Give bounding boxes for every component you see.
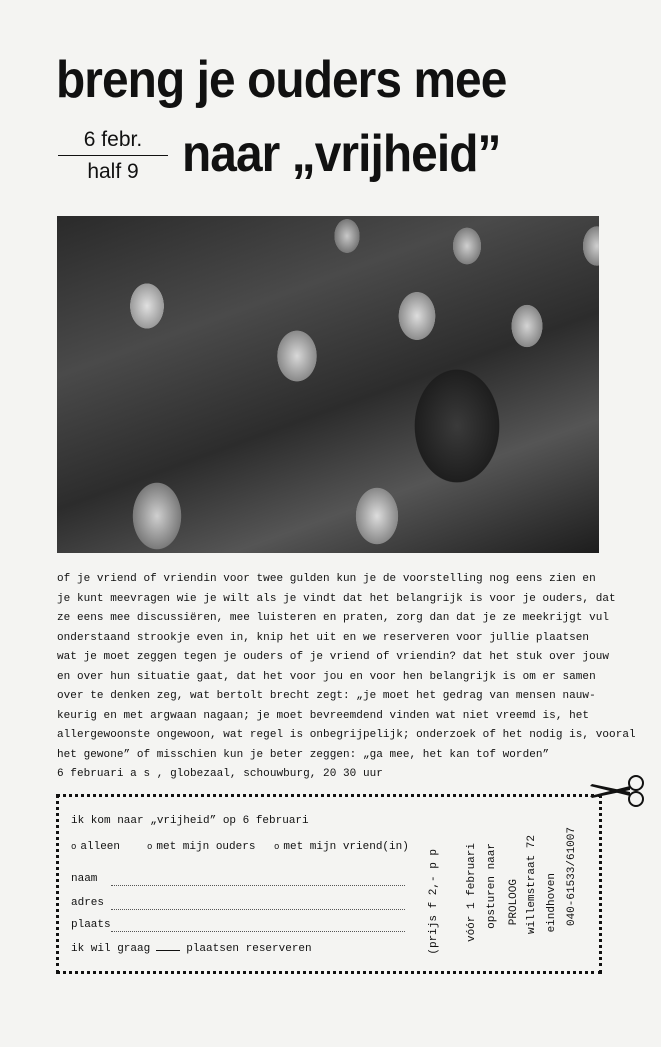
send-before: vóór 1 februari <box>466 843 478 943</box>
reserve-prefix: ik wil graag <box>71 943 151 955</box>
city-field[interactable] <box>111 931 405 932</box>
option-label: alleen <box>80 841 121 853</box>
body-line: keurig en met argwaan nagaan; je moet bevreemdend vinden wat niet vreemd is, het <box>57 709 590 722</box>
send-to: opsturen naar <box>486 843 498 929</box>
seats-field[interactable] <box>156 950 180 951</box>
body-line: en over hun situatie gaat, dat het voor jou en voor hen belangrijk is om er samen <box>57 670 596 683</box>
checkbox-marker: o <box>147 842 153 852</box>
option-label: met mijn ouders <box>156 841 256 853</box>
city-name: eindhoven <box>546 873 558 933</box>
body-line: ze eens mee discussiëren, mee luisteren en praten, zorg dan dat je ze meekrijgt vul <box>57 612 610 624</box>
option-parents[interactable] <box>147 841 255 853</box>
name-field[interactable] <box>111 885 405 886</box>
date-block <box>58 128 168 184</box>
checkbox-marker: o <box>71 842 77 852</box>
checkbox-marker: o <box>274 842 280 852</box>
address-label: adres <box>71 897 105 909</box>
body-line: wat je moet zeggen tegen je ouders of je vriend of vriendin? dat het stuk over jouw <box>57 651 610 663</box>
city-label: plaats <box>71 919 111 931</box>
option-friend[interactable] <box>274 841 409 853</box>
event-time: half 9 <box>87 160 139 183</box>
reserve-line <box>71 943 312 955</box>
event-date: 6 febr. <box>58 128 168 156</box>
body-line: of je vriend of vriendin voor twee gulden kun je de voorstelling nog eens zien en <box>57 573 596 585</box>
body-line: onderstaand strookje even in, knip het uit en we reserveren voor jullie plaatsen <box>57 631 590 644</box>
address-field[interactable] <box>111 909 405 910</box>
reservation-coupon[interactable] <box>56 794 602 974</box>
audience-photo <box>57 216 599 553</box>
option-alone[interactable] <box>71 841 120 853</box>
street-address: willemstraat 72 <box>526 835 538 935</box>
option-label: met mijn vriend(in) <box>283 841 409 853</box>
reserve-suffix: plaatsen reserveren <box>186 943 312 955</box>
coupon-title: ik kom naar „vrijheid” op 6 februari <box>71 815 309 827</box>
body-line: over te denken zeg, wat bertolt brecht zegt: „je moet het gedrag van mensen nauw- <box>57 690 596 702</box>
name-label: naam <box>71 873 98 885</box>
body-text <box>57 570 636 785</box>
body-line: 6 februari a s , globezaal, schouwburg, 20 30 uur <box>57 768 383 780</box>
body-line: het gewone” of misschien kun je beter zeggen: „ga mee, het kan tof worden” <box>57 748 550 761</box>
headline: breng je ouders mee <box>56 51 507 109</box>
subhead: naar „vrijheid” <box>182 125 501 183</box>
price-note: (prijs f 2,- p p <box>428 849 440 955</box>
org-name: PROLOOG <box>508 879 520 926</box>
phone-number: 040-61533/61007 <box>566 827 578 927</box>
body-line: je kunt meevragen wie je wilt als je vindt dat het belangrijk is voor je ouders, dat <box>57 592 616 605</box>
body-line: allergewoonste ongewoon, wat regel is onbegrijpelijk; onderzoek of het nodig is, vooral <box>57 729 636 741</box>
